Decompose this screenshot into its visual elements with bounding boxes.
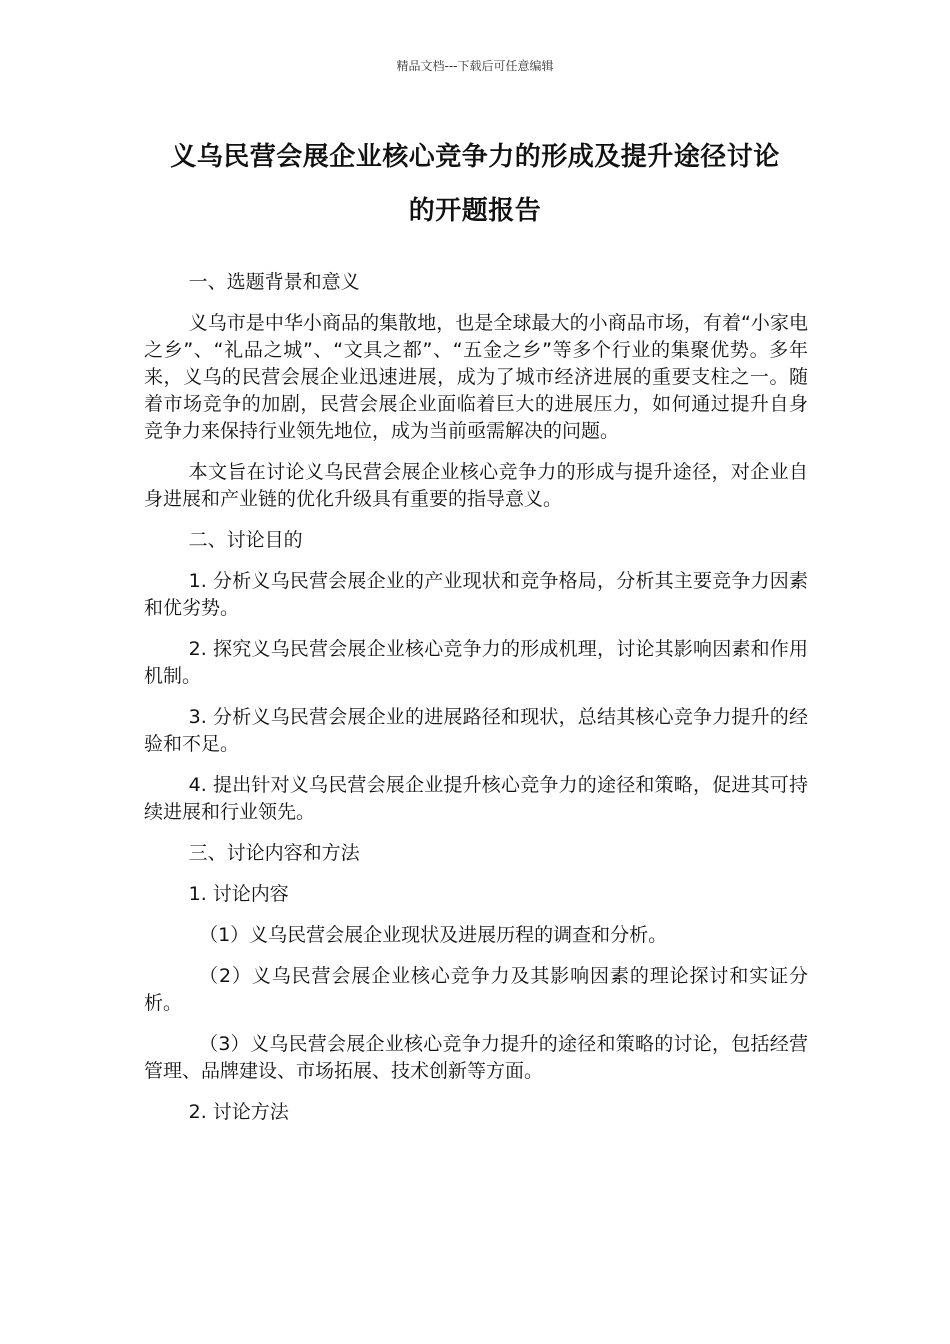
title-line-1: 义乌民营会展企业核心竞争力的形成及提升途径讨论 [170,142,780,172]
objective-item-2: 2. 探究义乌民营会展企业核心竞争力的形成机理，讨论其影响因素和作用机制。 [144,638,808,687]
content-item-1: （1）义乌民营会展企业现状及进展历程的调查和分析。 [199,924,668,946]
content-item-2: （2）义乌民营会展企业核心竞争力及其影响因素的理论探讨和实证分析。 [144,965,808,1014]
section-heading-objectives: 二、讨论目的 [188,529,303,551]
document-body [144,269,808,1140]
subheading-methods: 2. 讨论方法 [188,1101,289,1123]
document-title [130,130,820,238]
section-heading-content-methods: 三、讨论内容和方法 [188,842,360,864]
content-item-3: （3）义乌民营会展企业核心竞争力提升的途径和策略的讨论，包括经营管理、品牌建设、市场拓展、技术创新等方面。 [144,1033,808,1082]
title-line-2: 的开题报告 [408,196,542,226]
objective-item-1: 1. 分析义乌民营会展企业的产业现状和竞争格局，分析其主要竞争力因素和优劣势。 [144,570,808,619]
section-heading-background: 一、选题背景和意义 [188,271,360,293]
objective-item-3: 3. 分析义乌民营会展企业的进展路径和现状，总结其核心竞争力提升的经验和不足。 [144,706,808,755]
subheading-content: 1. 讨论内容 [188,883,289,905]
objective-item-4: 4. 提出针对义乌民营会展企业提升核心竞争力的途径和策略，促进其可持续进展和行业领先。 [144,774,808,823]
header-note: 精品文档---下载后可任意编辑 [396,59,554,73]
paragraph-background: 义乌市是中华小商品的集散地，也是全球最大的小商品市场，有着“小家电之乡”、“礼品之城”、“文具之都”、“五金之乡”等多个行业的集聚优势。多年来，义乌的民营会展企业迅速进展，成为了城市经济进展的重要支柱之一。随着市场竞争的加剧，民营会展企业面临着巨大的进展压力，如何通过提升自身竞争力来保持行业领先地位，成为当前亟需解决的问题。 [144,312,808,442]
paragraph-purpose: 本文旨在讨论义乌民营会展企业核心竞争力的形成与提升途径，对企业自身进展和产业链的优化升级具有重要的指导意义。 [144,461,808,510]
